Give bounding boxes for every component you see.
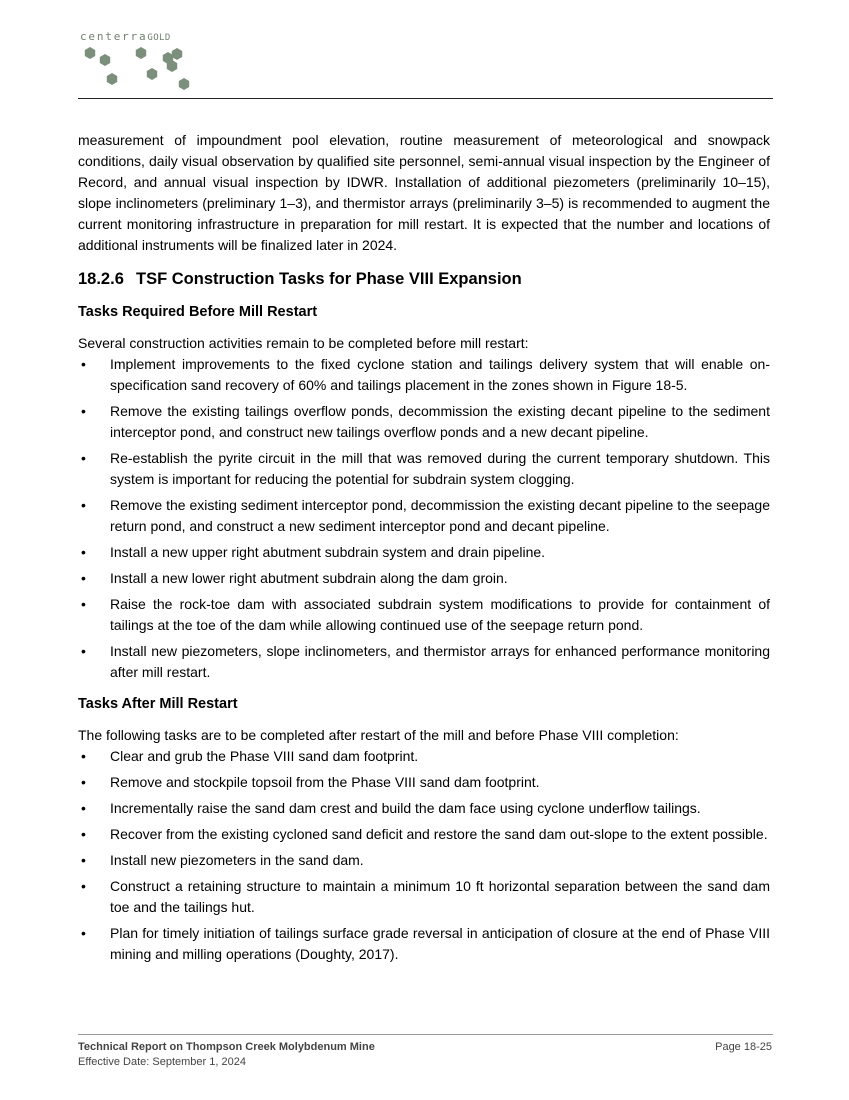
bullet-icon: • [81, 497, 86, 513]
after-restart-heading: Tasks After Mill Restart [78, 696, 238, 712]
page-header [78, 28, 773, 100]
task-text: Raise the rock-toe dam with associated subdrain system modifications to provide for containment of tailings at the toe of the dam while allowing continued use of the seepage return pond. [110, 596, 770, 633]
task-text: Remove the existing sediment interceptor pond, decommission the existing decant pipeline to the seepage return pond, and construct a new sediment interceptor pond and decant pipeline. [110, 497, 770, 534]
footer-report-title: Technical Report on Thompson Creek Molybdenum Mine [78, 1041, 375, 1053]
task-text: Install new piezometers, slope inclinometers, and thermistor arrays for enhanced performance monitoring after mill restart. [110, 643, 770, 680]
task-list-item [78, 641, 770, 683]
bullet-icon: • [81, 748, 86, 764]
task-list-item [78, 798, 770, 819]
task-list-item [78, 542, 770, 563]
after-restart-task-list [78, 746, 770, 965]
bullet-icon: • [81, 403, 86, 419]
section-number: 18.2.6 [78, 270, 124, 288]
section-heading [78, 267, 770, 291]
bullet-icon: • [81, 800, 86, 816]
task-text: Construct a retaining structure to maintain a minimum 10 ft horizontal separation between the sand dam toe and the tailings hut. [110, 878, 770, 915]
intro-paragraph: measurement of impoundment pool elevation, routine measurement of meteorological and snowpack conditions, daily visual observation by qualified site personnel, semi-annual visual inspection by the Engineer of Record, and annual visual inspection by IDWR. Installation of additional piezometers (preliminarily 10–15), slope inclinometers (preliminary 1–3), and thermistor arrays (preliminarily 3–5) is recommended to augment the current monitoring infrastructure in preparation for mill restart. It is expected that the number and locations of additional instruments will be finalized later in 2024. [78, 132, 770, 253]
before-restart-task-list [78, 354, 770, 683]
bullet-icon: • [81, 450, 86, 466]
after-restart-intro: The following tasks are to be completed after restart of the mill and before Phase VIII completion: [78, 727, 679, 743]
bullet-icon: • [81, 643, 86, 659]
logo-hexagon [136, 47, 146, 59]
bullet-icon: • [81, 925, 86, 941]
logo-hexagon [100, 54, 110, 66]
bullet-icon: • [81, 356, 86, 372]
before-restart-intro: Several construction activities remain to be completed before mill restart: [78, 335, 529, 351]
logo-suffix: GOLD [147, 33, 171, 43]
task-text: Clear and grub the Phase VIII sand dam footprint. [110, 748, 419, 764]
task-text: Install a new lower right abutment subdrain along the dam groin. [110, 570, 508, 586]
logo-hexagon [179, 78, 189, 90]
logo-hexagon [172, 48, 182, 60]
task-text: Remove the existing tailings overflow ponds, decommission the existing decant pipeline to the sediment interceptor pond, and construct new tailings overflow ponds and a new decant pipeline. [110, 403, 770, 440]
logo-hexagon [85, 47, 95, 59]
bullet-icon: • [81, 774, 86, 790]
bullet-icon: • [81, 878, 86, 894]
task-list-item [78, 594, 770, 636]
task-text: Install a new upper right abutment subdrain system and drain pipeline. [110, 544, 546, 560]
logo-hexagon [107, 73, 117, 85]
task-text: Recover from the existing cycloned sand deficit and restore the sand dam out-slope to the extent possible. [110, 826, 768, 842]
task-list-item [78, 772, 770, 793]
task-text: Install new piezometers in the sand dam. [110, 852, 364, 868]
bullet-icon: • [81, 544, 86, 560]
task-text: Remove and stockpile topsoil from the Phase VIII sand dam footprint. [110, 774, 540, 790]
task-text: Re-establish the pyrite circuit in the mill that was removed during the current temporary shutdown. This system is important for reducing the potential for subdrain system clogging. [110, 450, 770, 487]
task-text: Plan for timely initiation of tailings surface grade reversal in anticipation of closure at the end of Phase VIII mining and milling operations (Doughty, 2017). [110, 925, 770, 962]
page-content [78, 130, 770, 965]
bullet-icon: • [81, 826, 86, 842]
task-list-item [78, 401, 770, 443]
task-list-item [78, 824, 770, 845]
task-list-item [78, 746, 770, 767]
task-list-item [78, 850, 770, 871]
footer-page-number: Page 18-25 [715, 1041, 772, 1053]
task-list-item [78, 568, 770, 589]
logo-name: centerra [80, 30, 148, 43]
company-logo-text [80, 30, 171, 43]
bullet-icon: • [81, 570, 86, 586]
task-text: Implement improvements to the fixed cyclone station and tailings delivery system that will enable on-specification sand recovery of 60% and tailings placement in the zones shown in Figure 18-5. [110, 356, 770, 393]
before-restart-heading: Tasks Required Before Mill Restart [78, 304, 318, 320]
logo-hexagon [147, 68, 157, 80]
task-text: Incrementally raise the sand dam crest and build the dam face using cyclone underflow tailings. [110, 800, 701, 816]
header-divider [78, 98, 773, 99]
task-list-item [78, 495, 770, 537]
footer-divider [78, 1034, 773, 1035]
section-title: TSF Construction Tasks for Phase VIII Expansion [136, 270, 522, 288]
company-logo-hexagons-icon [80, 46, 200, 96]
task-list-item [78, 354, 770, 396]
task-list-item [78, 876, 770, 918]
footer-effective-date: Effective Date: September 1, 2024 [78, 1056, 246, 1068]
bullet-icon: • [81, 852, 86, 868]
task-list-item [78, 448, 770, 490]
page-footer [78, 1040, 375, 1070]
bullet-icon: • [81, 596, 86, 612]
task-list-item [78, 923, 770, 965]
